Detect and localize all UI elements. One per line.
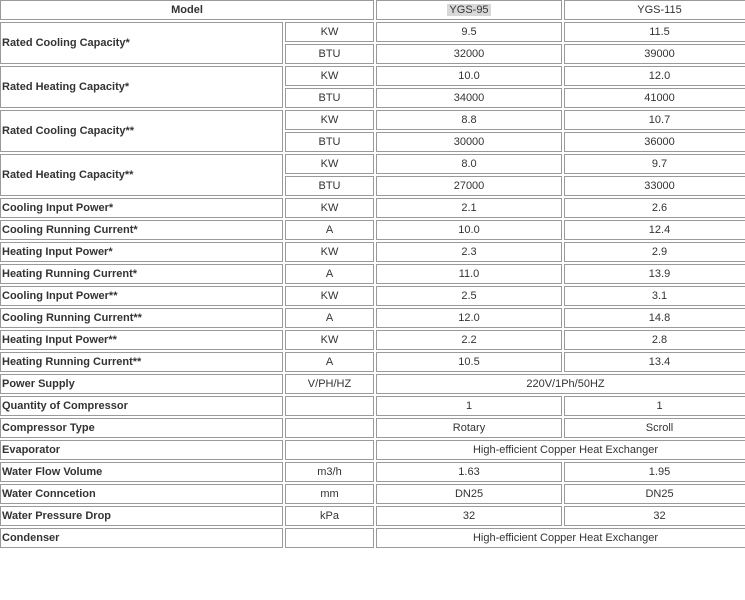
row-label: Heating Input Power* <box>0 242 283 262</box>
value-b: 12.0 <box>564 66 745 86</box>
table-row <box>0 22 745 42</box>
value-shared: High-efficient Copper Heat Exchanger <box>376 528 745 548</box>
value-shared: High-efficient Copper Heat Exchanger <box>376 440 745 460</box>
table-row <box>0 220 745 240</box>
value-a: 1 <box>376 396 562 416</box>
row-label: Cooling Input Power** <box>0 286 283 306</box>
table-row <box>0 66 745 86</box>
row-label: Rated Cooling Capacity** <box>0 110 283 152</box>
value-a: 32 <box>376 506 562 526</box>
value-b: 41000 <box>564 88 745 108</box>
table-row <box>0 374 745 394</box>
value-b: 2.6 <box>564 198 745 218</box>
row-unit: KW <box>285 110 374 130</box>
row-label: Cooling Running Current* <box>0 220 283 240</box>
row-label: Water Flow Volume <box>0 462 283 482</box>
table-row <box>0 198 745 218</box>
table-row <box>0 154 745 174</box>
row-unit: A <box>285 352 374 372</box>
header-row <box>0 0 745 20</box>
row-unit <box>285 440 374 460</box>
model-a-name[interactable]: YGS-95 <box>449 4 489 16</box>
row-label: Compressor Type <box>0 418 283 438</box>
value-a: 30000 <box>376 132 562 152</box>
value-a: 1.63 <box>376 462 562 482</box>
row-label: Rated Heating Capacity** <box>0 154 283 196</box>
row-unit: BTU <box>285 176 374 196</box>
value-a: 8.8 <box>376 110 562 130</box>
row-unit <box>285 528 374 548</box>
row-unit: KW <box>285 66 374 86</box>
row-unit: KW <box>285 242 374 262</box>
table-row <box>0 418 745 438</box>
row-label: Evaporator <box>0 440 283 460</box>
row-unit: kPa <box>285 506 374 526</box>
table-row <box>0 330 745 350</box>
value-a: 12.0 <box>376 308 562 328</box>
value-a: DN25 <box>376 484 562 504</box>
value-a: 11.0 <box>376 264 562 284</box>
value-a: 9.5 <box>376 22 562 42</box>
table-row <box>0 110 745 130</box>
row-unit: BTU <box>285 88 374 108</box>
table-row <box>0 484 745 504</box>
table-row <box>0 352 745 372</box>
value-a: Rotary <box>376 418 562 438</box>
row-label: Quantity of Compressor <box>0 396 283 416</box>
row-unit: mm <box>285 484 374 504</box>
value-b: DN25 <box>564 484 745 504</box>
value-b: 12.4 <box>564 220 745 240</box>
table-row <box>0 264 745 284</box>
value-b: 2.8 <box>564 330 745 350</box>
value-b: 3.1 <box>564 286 745 306</box>
row-label: Power Supply <box>0 374 283 394</box>
value-a: 32000 <box>376 44 562 64</box>
value-a: 8.0 <box>376 154 562 174</box>
value-b: 32 <box>564 506 745 526</box>
value-a: 2.5 <box>376 286 562 306</box>
table-row <box>0 528 745 548</box>
table-row <box>0 396 745 416</box>
table-row <box>0 286 745 306</box>
row-label: Cooling Running Current** <box>0 308 283 328</box>
model-b-header: YGS-115 <box>564 0 745 20</box>
table-row <box>0 440 745 460</box>
value-b: 9.7 <box>564 154 745 174</box>
row-label: Rated Heating Capacity* <box>0 66 283 108</box>
value-b: 39000 <box>564 44 745 64</box>
row-unit: KW <box>285 330 374 350</box>
table-row <box>0 506 745 526</box>
row-unit: KW <box>285 154 374 174</box>
value-a: 10.5 <box>376 352 562 372</box>
row-unit: BTU <box>285 44 374 64</box>
value-a: 10.0 <box>376 66 562 86</box>
value-a: 34000 <box>376 88 562 108</box>
value-b: 13.4 <box>564 352 745 372</box>
row-label: Rated Cooling Capacity* <box>0 22 283 64</box>
row-unit: A <box>285 308 374 328</box>
value-a: 2.3 <box>376 242 562 262</box>
row-unit <box>285 396 374 416</box>
row-label: Cooling Input Power* <box>0 198 283 218</box>
value-b: 1 <box>564 396 745 416</box>
row-label: Water Pressure Drop <box>0 506 283 526</box>
value-b: 14.8 <box>564 308 745 328</box>
value-b: 2.9 <box>564 242 745 262</box>
value-b: Scroll <box>564 418 745 438</box>
row-label: Heating Running Current* <box>0 264 283 284</box>
model-header: Model <box>0 0 374 20</box>
row-label: Condenser <box>0 528 283 548</box>
value-a: 2.2 <box>376 330 562 350</box>
table-row <box>0 462 745 482</box>
value-b: 33000 <box>564 176 745 196</box>
row-unit: V/PH/HZ <box>285 374 374 394</box>
row-unit: m3/h <box>285 462 374 482</box>
value-a: 27000 <box>376 176 562 196</box>
value-b: 11.5 <box>564 22 745 42</box>
table-row <box>0 308 745 328</box>
row-unit: KW <box>285 286 374 306</box>
model-a-header <box>376 0 562 20</box>
row-label: Water Conncetion <box>0 484 283 504</box>
row-unit: A <box>285 264 374 284</box>
row-unit <box>285 418 374 438</box>
row-unit: BTU <box>285 132 374 152</box>
row-unit: KW <box>285 22 374 42</box>
value-a: 10.0 <box>376 220 562 240</box>
value-b: 36000 <box>564 132 745 152</box>
value-b: 10.7 <box>564 110 745 130</box>
value-b: 13.9 <box>564 264 745 284</box>
value-b: 1.95 <box>564 462 745 482</box>
row-unit: A <box>285 220 374 240</box>
row-label: Heating Running Current** <box>0 352 283 372</box>
table-row <box>0 242 745 262</box>
value-shared: 220V/1Ph/50HZ <box>376 374 745 394</box>
row-label: Heating Input Power** <box>0 330 283 350</box>
row-unit: KW <box>285 198 374 218</box>
value-a: 2.1 <box>376 198 562 218</box>
